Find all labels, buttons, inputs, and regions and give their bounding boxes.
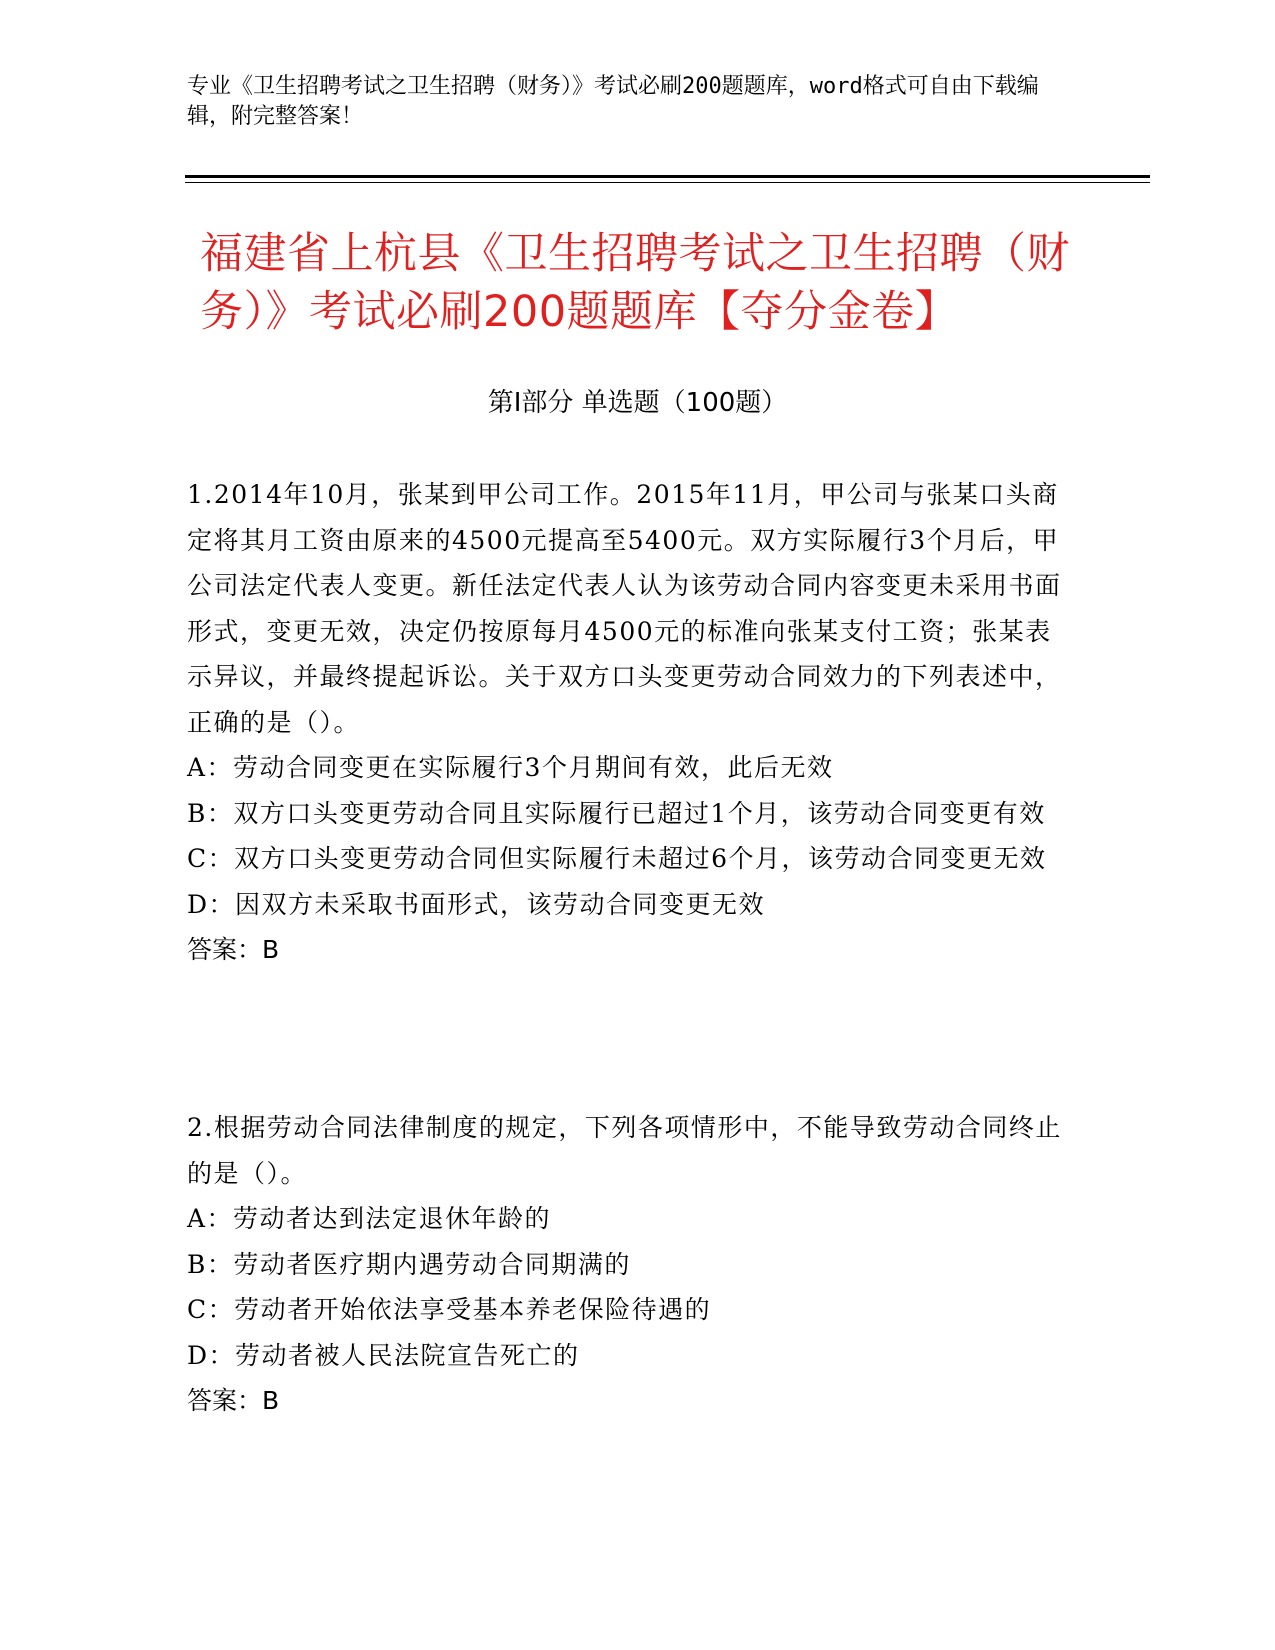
answer: 答案：B <box>187 935 280 964</box>
section-title: 第I部分 单选题（100题） <box>487 388 788 418</box>
option-c: C：双方口头变更劳动合同但实际履行未超过6个月，该劳动合同变更无效 <box>187 844 1047 873</box>
option-d: D：劳动者被人民法院宣告死亡的 <box>187 1340 580 1370</box>
option-d: D：因双方未采取书面形式，该劳动合同变更无效 <box>187 889 766 919</box>
header-note: 专业《卫生招聘考试之卫生招聘（财务）》考试必刷200题题库，word格式可自由下载编辑，附完整答案！ <box>187 74 1039 129</box>
option-b: B：劳动者医疗期内遇劳动合同期满的 <box>187 1249 631 1279</box>
option-c: C：劳动者开始依法享受基本养老保险待遇的 <box>187 1295 712 1324</box>
question-stem: 1.2014年10月，张某到甲公司工作。2015年11月，甲公司与张某口头商定将其月工资由原来的4500元提高至5400元。双方实际履行3个月后，甲公司法定代表人变更。新任法定代表人认为该劳动合同内容变更未采用书面形式，变更无效，决定仍按原每月4500元的标准向张某支付工资；张某表示异议，并最终提起诉讼。关于双方口头变更劳动合同效力的下列表述中，正确的是（）。 <box>187 480 1062 737</box>
header-rule-thin <box>185 182 1150 183</box>
answer: 答案：B <box>187 1386 280 1415</box>
document-title: 福建省上杭县《卫生招聘考试之卫生招聘（财务）》考试必刷200题题库【夺分金卷】 <box>200 229 1070 337</box>
option-a: A：劳动合同变更在实际履行3个月期间有效，此后无效 <box>187 753 834 782</box>
header-rule-thick <box>185 175 1150 178</box>
option-a: A：劳动者达到法定退休年龄的 <box>187 1204 552 1233</box>
question-1 <box>187 472 1067 973</box>
question-stem: 2.根据劳动合同法律制度的规定，下列各项情形中，不能导致劳动合同终止的是（）。 <box>187 1113 1062 1188</box>
option-b: B：双方口头变更劳动合同且实际履行已超过1个月，该劳动合同变更有效 <box>187 798 1046 828</box>
question-2 <box>187 1105 1067 1424</box>
